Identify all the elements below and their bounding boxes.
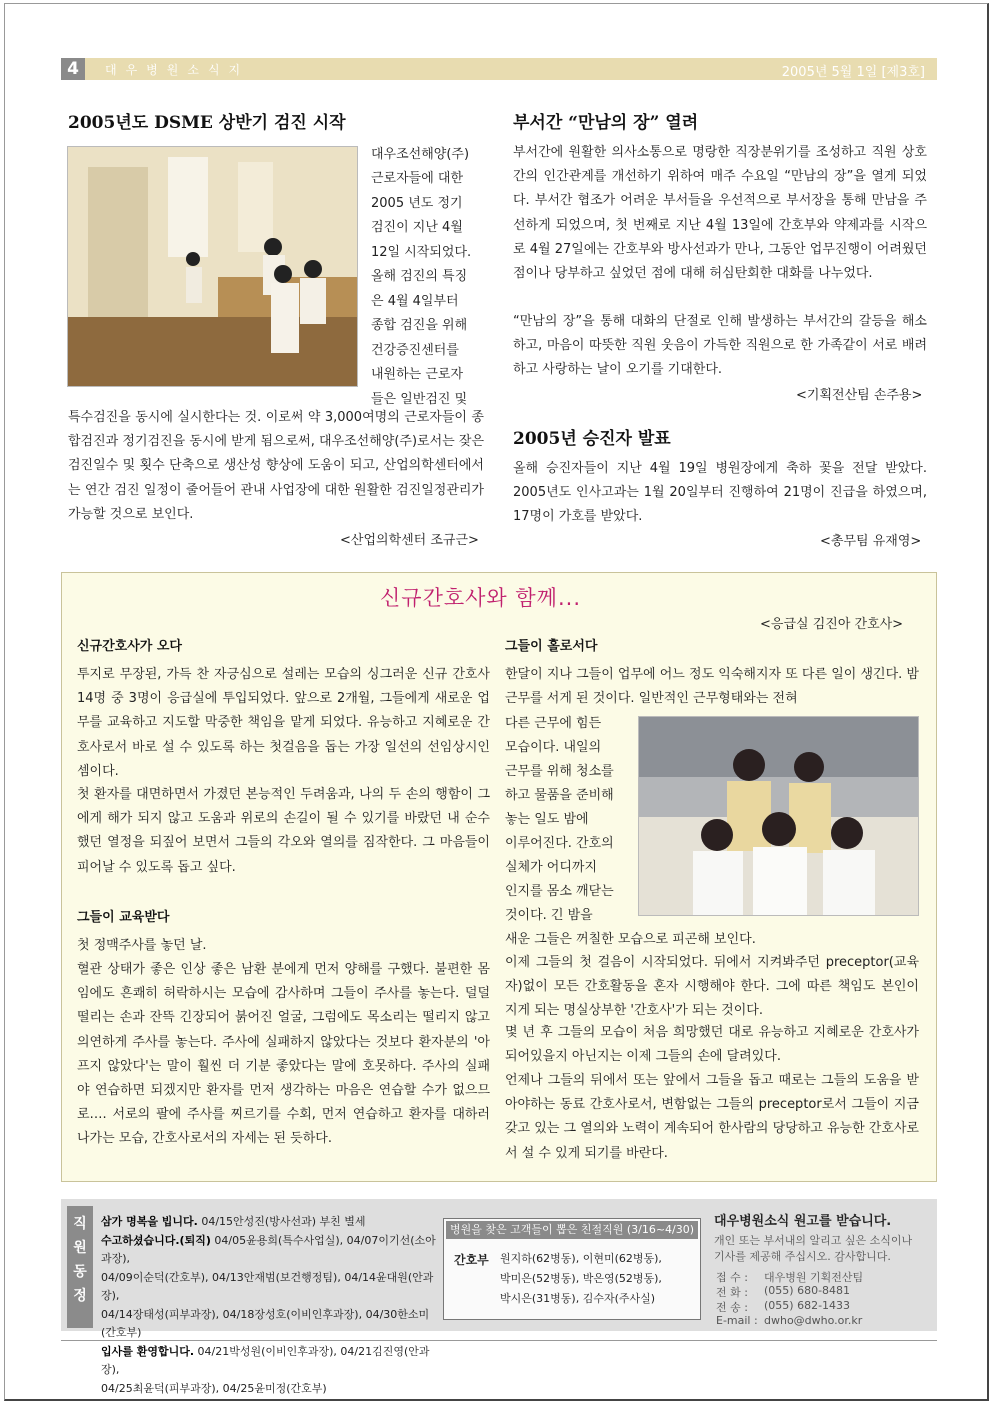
article1-line: 올해 검진의 특징 bbox=[371, 269, 468, 284]
section3-body-2: 이제 그들의 첫 걸음이 시작되었다. 뒤에서 지켜봐주던 preceptor(교육자)없이 모든 간호활동을 혼자 시행해야 한다. 그에 따른 책임도 본인이 지게 되는 명실상부한 '간호사'가 되는 것이다. bbox=[505, 955, 919, 1019]
article1-line: 들은 일반검진 및 bbox=[371, 392, 468, 407]
article1-line: 건강증진센터를 bbox=[371, 343, 459, 358]
section1-title: 신규간호사가 오다 bbox=[77, 639, 182, 654]
email-label: E-mail : bbox=[716, 1314, 758, 1327]
article1-line: 2005 년도 정기 bbox=[371, 196, 463, 211]
section3-body-4: 언제나 그들의 뒤에서 또는 앞에서 그들을 돕고 때로는 그들의 도움을 받아야하는 동료 간호사로서, 변함없는 그들의 preceptor로서 그들이 지금 갖고 있는 그 열의와 노력이 계속되어 한사람의 당당하고 유능한 간호사로서 설 수 있게 되기를 바란다. bbox=[505, 1073, 919, 1161]
reception-value: 대우병원 기획전산팀 bbox=[764, 1271, 864, 1284]
article2-body-2: “만남의 장”을 통해 대화의 단절로 인해 발생하는 부서간의 갈등을 해소하고, 마음이 따뜻한 직원 웃음이 가득한 직원으로 한 가족같이 서로 배려하고 사랑하는 날이 오기를 기대한다. bbox=[513, 314, 927, 378]
publication-name: 대우병원소식지 bbox=[105, 63, 250, 77]
section3-line: 놓는 일도 밤에 bbox=[505, 812, 589, 827]
article1-line: 12일 시작되었다. bbox=[371, 245, 472, 260]
submission-notice bbox=[714, 1210, 912, 1264]
issue-date: 2005년 5월 1일 [제3호] bbox=[781, 65, 925, 80]
staff-news-label bbox=[67, 1206, 93, 1328]
article1-line: 종합 검진을 위해 bbox=[371, 318, 468, 333]
section1-body-2: 첫 환자를 대면하면서 가졌던 본능적인 두려움과, 나의 두 손의 행함이 그에게 해가 되지 않고 도움과 위로의 손길이 될 수 있기를 바랐던 내 순수했던 열정을 되짚어 보면서 그들의 각오와 열의를 짐작한다. 그 마음들이 피어날 수 있도록 돕고 싶다. bbox=[77, 787, 490, 875]
article3-signature: <총무팀 유재영> bbox=[820, 534, 922, 549]
section3-line: 다른 근무에 힘든 bbox=[505, 716, 602, 731]
staff-news-heading: 입사를 환영합니다. bbox=[101, 1344, 195, 1358]
staff-news-heading: 수고하셨습니다.(퇴직) bbox=[101, 1233, 211, 1247]
article3-title: 2005년 승진자 발표 bbox=[513, 429, 671, 449]
section1-body: 투지로 무장된, 가득 찬 자긍심으로 설레는 모습의 싱그러운 신규 간호사 14명 중 3명이 응급실에 투입되었다. 앞으로 2개월, 그들에게 새로운 업무를 교육하고 지도할 막중한 책임을 맡게 되었다. 유능하고 지혜로운 간호사로서 바로 설 수 있도록 하는 첫걸음을 돕는 가장 일선의 선임상시인 셈이다. bbox=[77, 667, 490, 779]
phone-value: (055) 680-8481 bbox=[764, 1284, 851, 1297]
article1-signature: <산업의학센터 조규근> bbox=[340, 533, 479, 548]
kind-staff-row: 박미은(52병동), 박은영(52병동), bbox=[500, 1272, 662, 1285]
article1-title: 2005년도 DSME 상반기 검진 시작 bbox=[68, 113, 346, 133]
page-number: 4 bbox=[61, 58, 85, 80]
staff-news-text: 04/21박성원(이비인후과장), 04/21김진영(안과장), bbox=[101, 1344, 430, 1376]
section3-title: 그들이 홀로서다 bbox=[505, 639, 598, 654]
staff-news-heading: 삼가 명복을 빕니다. bbox=[101, 1215, 198, 1228]
article1-line: 검진이 지난 4월 bbox=[371, 220, 463, 235]
staff-label-char: 직 bbox=[73, 1216, 87, 1232]
kind-staff-box bbox=[443, 1218, 701, 1320]
article1-body: 특수검진을 동시에 실시한다는 것. 이로써 약 3,000여명의 근로자들이 종합검진과 정기검진을 동시에 받게 됨으로써, 대우조선해양(주)로서는 잦은 검진일수 및 횟수 단축으로 생산성 향상에 도움이 되고, 산업의학센터에서는 연간 검진 일정이 줄어들어 관내 사업장에 대한 원활한 검진일정관리가 가능할 것으로 보인다. bbox=[68, 410, 484, 522]
staff-news-line bbox=[101, 1213, 441, 1232]
staff-news-list bbox=[101, 1213, 441, 1398]
section2-title: 그들이 교육받다 bbox=[77, 910, 170, 925]
email-value[interactable]: dwho@dwho.or.kr bbox=[764, 1314, 863, 1327]
section3-body-top: 한달이 지나 그들이 업무에 어느 정도 익숙해지자 또 다른 일이 생긴다. 밤근무를 서게 된 것이다. 일반적인 근무형태와는 전혀 bbox=[505, 667, 919, 707]
staff-news-text: 04/25최윤덕(피부과장), 04/25윤미정(간호부) bbox=[101, 1381, 327, 1395]
article3-body: 올해 승진자들이 지난 4월 19일 병원장에게 축하 꽃을 전달 받았다. 2005년도 인사고과는 1월 20일부터 진행하여 21명이 진급을 하였으며, 17명이 가호를 받았다. bbox=[513, 461, 927, 525]
section3-line: 것이다. 긴 밤을 bbox=[505, 908, 593, 923]
staff-news-line bbox=[101, 1380, 441, 1399]
staff-news-text: 04/09이순덕(간호부), 04/13안재범(보건행정팀), 04/14윤대원(안과장), bbox=[101, 1270, 434, 1302]
fax-value: (055) 682-1433 bbox=[764, 1299, 851, 1312]
section3-line: 모습이다. 내일의 bbox=[505, 740, 602, 755]
section3-line: 인지를 몸소 깨닫는 bbox=[505, 884, 614, 899]
staff-news-line bbox=[101, 1232, 441, 1269]
article2-signature: <기획전산팀 손주용> bbox=[796, 388, 923, 403]
staff-label-char: 동 bbox=[73, 1264, 87, 1280]
staff-news-text: 04/05윤용희(특수사업실), 04/07이기선(소아과장), bbox=[101, 1233, 436, 1265]
staff-news-text: 04/15안성진(방사선과) 부친 별세 bbox=[197, 1215, 366, 1228]
reception-label: 접 수 : bbox=[716, 1271, 748, 1284]
section2-body: 첫 정맥주사를 놓던 날. bbox=[77, 938, 207, 953]
submission-desc-2: 기사를 제공해 주십시오. 감사합니다. bbox=[714, 1250, 891, 1263]
staff-news-line bbox=[101, 1343, 441, 1380]
kind-staff-row: 원지하(62병동), 이현미(62병동), bbox=[500, 1252, 662, 1265]
section2-body-2: 혈관 상태가 좋은 인상 좋은 남환 분에게 먼저 양해를 구했다. 불편한 몸임에도 흔쾌히 허락하시는 모습에 감사하며 그들이 주사를 놓는다. 덜덜 떨리는 손과 잔뜩 긴장되어 붉어진 얼굴, 그럼에도 목소리는 떨리지 않고 의연하게 주사를 놓는다. 주사에 실패하지 않았다는 것보다 환자분의 '아프지 않았다'는 말이 훨씬 더 기분 좋았다는 말에 호못하다. 주사의 실패야 연습하면 되겠지만 환자를 먼저 생각하는 마음은 연습할 수가 없으므로…. 서로의 팔에 주사를 찌르기를 수회, 먼저 연습하고 환자를 대하러 나가는 모습, 간호사로서의 자세는 된 듯하다. bbox=[77, 962, 490, 1147]
health-center-photo bbox=[67, 146, 358, 387]
section3-line: 이루어진다. 간호의 bbox=[505, 836, 614, 851]
section3-line: 하고 물품을 준비해 bbox=[505, 788, 614, 803]
staff-label-char: 정 bbox=[73, 1288, 87, 1304]
phone-label: 전 화 : bbox=[716, 1286, 748, 1299]
article2-body: 부서간에 원활한 의사소통으로 명랑한 직장분위기를 조성하고 직원 상호간의 인간관계를 개선하기 위하여 매주 수요일 “만남의 장”을 열게 되었다. 부서간 협조가 어려운 부서들을 우선적으로 부서장을 통해 만남을 주선하게 되었으며, 첫 번째로 지난 4월 13일에 간호부와 약제과를 시작으로 4월 27일에는 간호부와 방사선과가 만나, 그동안 업무진행이 어려웠던 점이나 당부하고 싶었던 점에 대해 허심탄회한 대화를 나누었다. bbox=[513, 145, 927, 282]
fax-label: 전 송 : bbox=[716, 1301, 748, 1314]
staff-news-line bbox=[101, 1269, 441, 1306]
section3-line: 실체가 어디까지 bbox=[505, 860, 598, 875]
bottom-rule bbox=[61, 1340, 937, 1341]
section3-body-3: 몇 년 후 그들의 모습이 처음 희망했던 대로 유능하고 지혜로운 간호사가 되어있을지 아닌지는 이제 그들의 손에 달려있다. bbox=[505, 1025, 919, 1065]
submission-title: 대우병원소식 원고를 받습니다. bbox=[714, 1214, 892, 1229]
article2-title: 부서간 “만남의 장” 열려 bbox=[513, 113, 699, 133]
kind-staff-list bbox=[500, 1249, 662, 1309]
submission-desc: 개인 또는 부서내의 알리고 싶은 소식이나 bbox=[714, 1234, 913, 1247]
section3-body-bottom: 새운 그들은 꺼칠한 모습으로 피곤해 보인다. bbox=[505, 932, 756, 947]
section3-line: 근무를 위해 청소를 bbox=[505, 764, 614, 779]
kind-staff-row: 박시은(31병동), 김수자(주사실) bbox=[500, 1292, 656, 1305]
article1-line: 근로자들에 대한 bbox=[371, 171, 464, 186]
article1-line: 대우조선해양(주) bbox=[371, 147, 470, 162]
staff-label-char: 원 bbox=[73, 1240, 87, 1256]
kind-staff-dept: 간호부 bbox=[454, 1253, 489, 1267]
page-header bbox=[61, 58, 937, 80]
feature-byline: <응급실 김진아 간호사> bbox=[760, 617, 904, 632]
staff-news-text: 04/14장태성(피부과장), 04/18장성호(이비인후과장), 04/30한소미(간호부) bbox=[101, 1307, 430, 1339]
feature-title: 신규간호사와 함께... bbox=[380, 586, 581, 610]
kind-staff-title: 병원을 찾은 고객들이 뽑은 친절직원 (3/16~4/30) bbox=[446, 1221, 698, 1239]
article1-line: 내원하는 근로자 bbox=[371, 367, 464, 382]
staff-news-line bbox=[101, 1306, 441, 1343]
nurses-photo bbox=[638, 716, 919, 916]
article1-line: 은 4월 4일부터 bbox=[371, 294, 459, 309]
